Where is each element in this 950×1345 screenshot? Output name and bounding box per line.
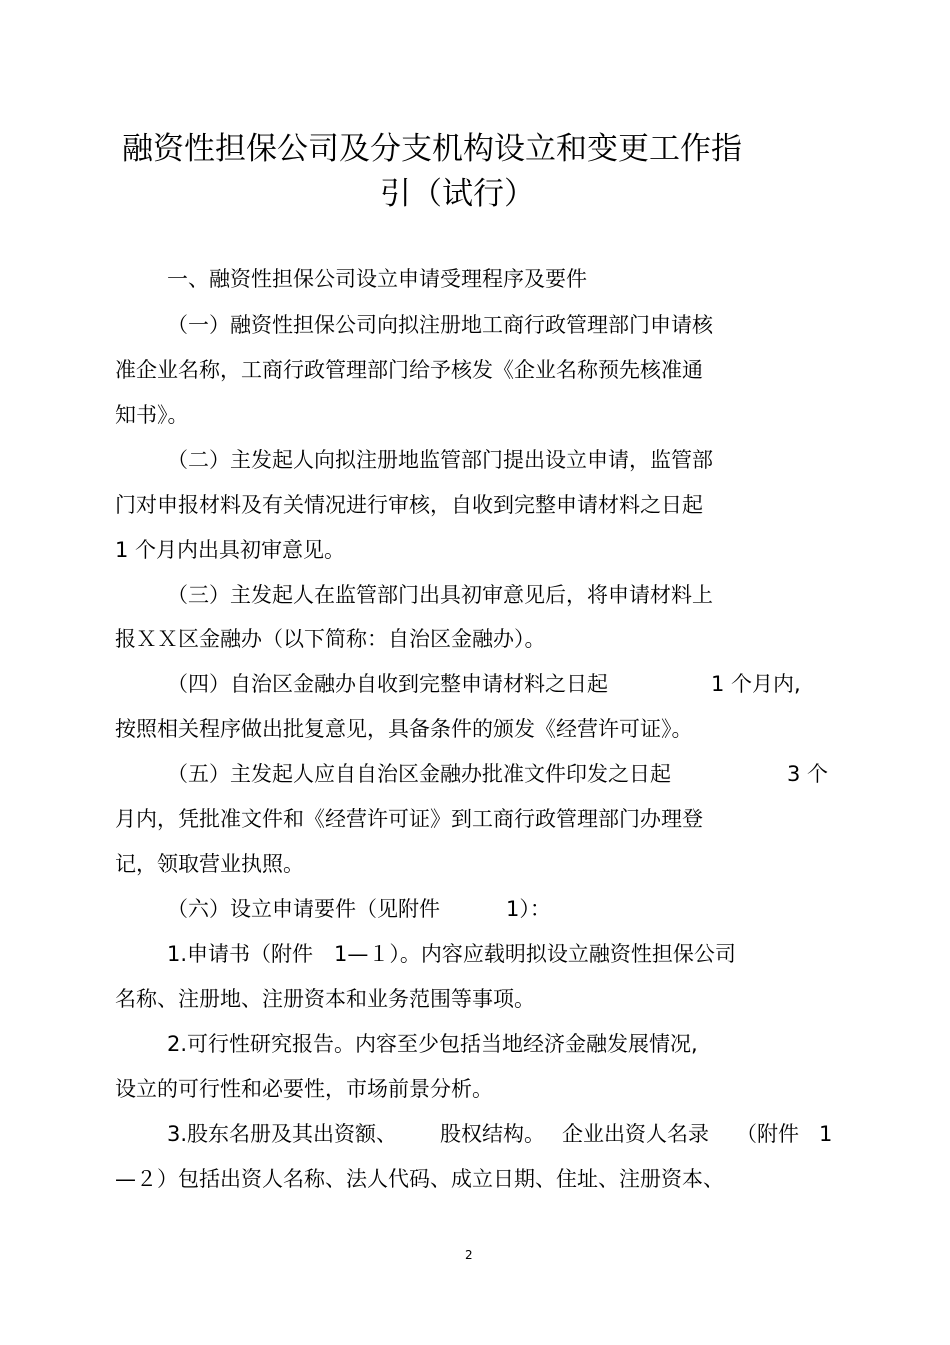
- paragraph-6-tail: 1）：: [506, 897, 551, 921]
- item-3-part-e: 1: [819, 1122, 833, 1146]
- paragraph-1-line-2: 准企业名称，工商行政管理部门给予核发《企业名称预先核准通: [115, 358, 703, 382]
- paragraph-2-line-3: 1 个月内出具初审意见。: [115, 538, 346, 562]
- page-number: 2: [465, 1248, 473, 1262]
- paragraph-4-line-1-tail: 1 个月内,: [711, 672, 801, 696]
- paragraph-5-line-1-tail: 3 个: [787, 762, 829, 786]
- item-3-part-a: 3.股东名册及其出资额、: [167, 1122, 398, 1146]
- paragraph-5-line-1: （五）主发起人应自自治区金融办批准文件印发之日起: [167, 762, 671, 786]
- paragraph-1-line-1: （一）融资性担保公司向拟注册地工商行政管理部门申请核: [167, 313, 713, 337]
- paragraph-3-line-1: （三）主发起人在监管部门出具初审意见后，将申请材料上: [167, 583, 713, 607]
- paragraph-5-line-2: 月内，凭批准文件和《经营许可证》到工商行政管理部门办理登: [115, 807, 703, 831]
- paragraph-1-line-3: 知书》。: [115, 403, 189, 427]
- item-3-part-b: 股权结构。: [440, 1122, 545, 1146]
- item-2-line-1: 2.可行性研究报告。内容至少包括当地经济金融发展情况,: [167, 1032, 698, 1056]
- paragraph-5-line-3: 记，领取营业执照。: [115, 852, 304, 876]
- paragraph-6: （六）设立申请要件（见附件: [167, 897, 440, 921]
- item-1-line-2: 名称、注册地、注册资本和业务范围等事项。: [115, 987, 535, 1011]
- section-heading: 一、融资性担保公司设立申请受理程序及要件: [167, 267, 587, 291]
- item-3-line-2: —２）包括出资人名称、法人代码、成立日期、住址、注册资本、: [115, 1167, 724, 1191]
- paragraph-3-line-2: 报ＸＸ区金融办（以下简称：自治区金融办）。: [115, 627, 546, 651]
- item-1-line-1: 1.申请书（附件 1—１）。内容应载明拟设立融资性担保公司: [167, 942, 736, 966]
- paragraph-2-line-1: （二）主发起人向拟注册地监管部门提出设立申请，监管部: [167, 448, 713, 472]
- document-title-line2: 引（试行）: [380, 176, 535, 212]
- paragraph-4-line-1: （四）自治区金融办自收到完整申请材料之日起: [167, 672, 608, 696]
- paragraph-4-line-2: 按照相关程序做出批复意见，具备条件的颁发《经营许可证》。: [115, 717, 693, 741]
- item-3-part-c: 企业出资人名录: [562, 1122, 709, 1146]
- item-3-part-d: （附件: [736, 1122, 799, 1146]
- document-title-line1: 融资性担保公司及分支机构设立和变更工作指: [122, 131, 742, 167]
- paragraph-2-line-2: 门对申报材料及有关情况进行审核，自收到完整申请材料之日起: [115, 493, 703, 517]
- item-2-line-2: 设立的可行性和必要性，市场前景分析。: [115, 1077, 493, 1101]
